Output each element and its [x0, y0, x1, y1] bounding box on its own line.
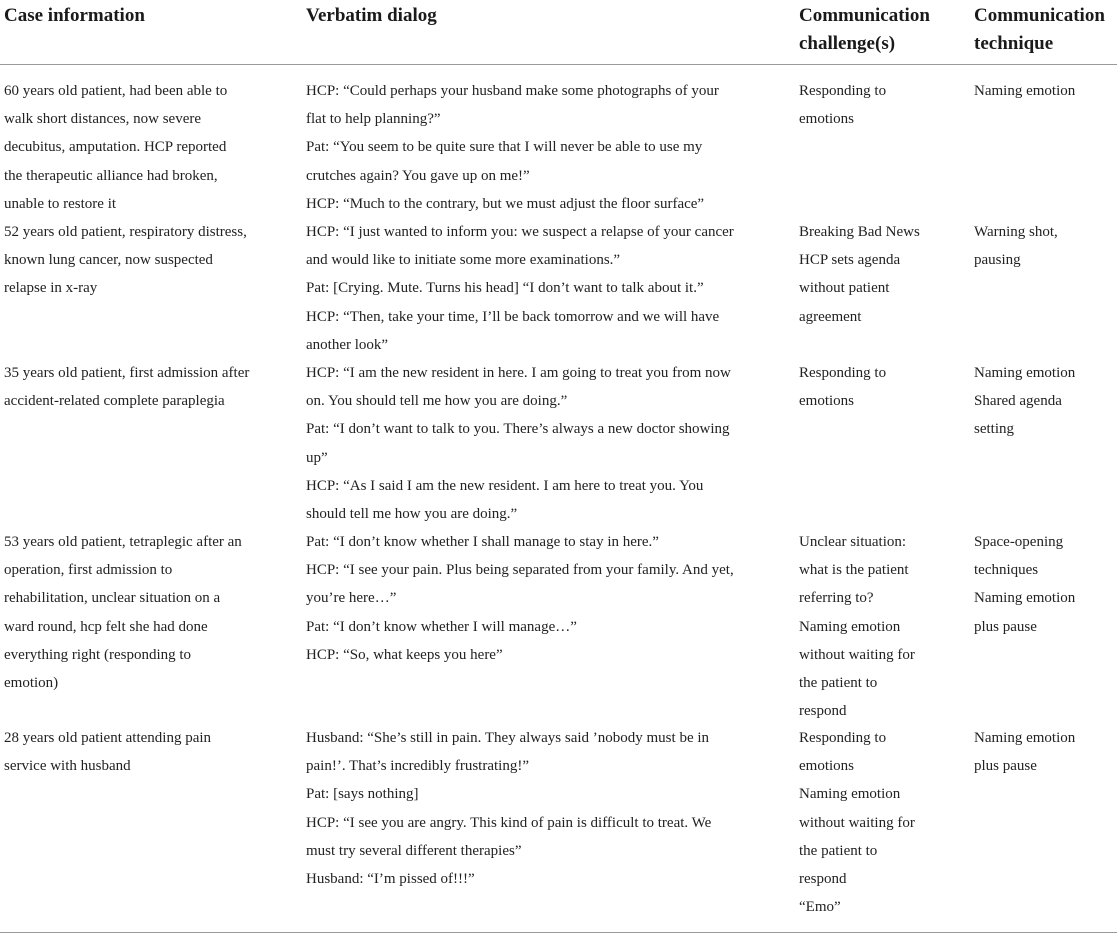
cell-line: HCP: “So, what keeps you here” — [306, 646, 503, 663]
cell-line: Pat: [says nothing] — [306, 786, 419, 803]
cell-line: on. You should tell me how you are doing.” — [306, 393, 568, 410]
communication-challenge-cell — [799, 359, 886, 415]
cell-line: HCP: “I see your pain. Plus being separated from your family. And yet, — [306, 562, 734, 579]
cell-line: Husband: “She’s still in pain. They always said ’nobody must be in — [306, 730, 710, 746]
case-information-cell — [4, 359, 249, 415]
communication-challenge-cell — [799, 218, 920, 331]
cell-line: flat to help planning?” — [306, 111, 441, 128]
cell-line: rehabilitation, unclear situation on a — [4, 590, 221, 607]
communication-technique-cell — [974, 218, 1058, 274]
cell-line: up” — [306, 449, 328, 466]
cell-line: accident-related complete paraplegia — [4, 393, 225, 410]
cell-line: HCP: “As I said I am the new resident. I am here to treat you. You — [306, 477, 704, 494]
cell-line: Shared agenda — [974, 393, 1062, 410]
cell-line: agreement — [799, 308, 862, 325]
cell-line: everything right (responding to — [4, 646, 192, 663]
cell-line: pausing — [974, 252, 1021, 269]
cell-line: Naming emotion — [799, 786, 901, 803]
header-communication-challenges: Communication challenge(s) — [799, 5, 930, 54]
communication-technique-cell — [974, 724, 1075, 780]
cell-line: plus pause — [974, 758, 1037, 775]
verbatim-dialog-cell — [306, 724, 711, 893]
cell-line: Responding to — [799, 365, 887, 381]
cell-line: without waiting for — [799, 814, 915, 831]
header-case-information: Case information — [4, 5, 145, 26]
cell-line: the patient to — [799, 675, 878, 692]
verbatim-dialog-cell — [306, 77, 719, 218]
communication-challenge-cell — [799, 77, 886, 133]
cell-line: Breaking Bad News — [799, 224, 920, 240]
cell-line: 53 years old patient, tetraplegic after an — [4, 534, 242, 550]
cell-line: 52 years old patient, respiratory distress, — [4, 224, 247, 240]
cell-line: Responding to — [799, 730, 887, 746]
cell-line: decubitus, amputation. HCP reported — [4, 139, 227, 156]
cell-line: you’re here…” — [306, 590, 397, 607]
cell-line: Pat: “You seem to be quite sure that I will never be able to use my — [306, 139, 703, 156]
cell-line: pain!’. That’s incredibly frustrating!” — [306, 758, 529, 775]
cell-line: “Emo” — [799, 899, 841, 916]
cell-line: 28 years old patient attending pain — [4, 730, 212, 746]
header-verbatim-dialog: Verbatim dialog — [306, 5, 437, 26]
cell-line: unable to restore it — [4, 195, 117, 212]
case-information-cell — [4, 77, 227, 218]
cell-line: Pat: “I don’t want to talk to you. There’s always a new doctor showing — [306, 421, 730, 438]
verbatim-dialog-cell — [306, 359, 731, 528]
table-header — [0, 0, 1117, 64]
cell-line: 60 years old patient, had been able to — [4, 83, 228, 99]
cell-line: setting — [974, 421, 1014, 438]
cell-line: without waiting for — [799, 646, 915, 663]
cell-line: emotion) — [4, 675, 59, 692]
cell-line: Space-opening — [974, 534, 1064, 550]
cell-line: Pat: [Crying. Mute. Turns his head] “I don’t want to talk about it.” — [306, 280, 704, 297]
cell-line: service with husband — [4, 758, 131, 775]
cell-line: what is the patient — [799, 562, 909, 579]
cell-line: should tell me how you are doing.” — [306, 506, 518, 523]
cell-line: Naming emotion — [974, 83, 1076, 99]
cell-line: HCP: “Then, take your time, I’ll be back tomorrow and we will have — [306, 308, 720, 325]
cell-line: HCP: “Could perhaps your husband make some photographs of your — [306, 83, 719, 99]
cell-line: HCP: “I just wanted to inform you: we suspect a relapse of your cancer — [306, 224, 734, 240]
cell-line: another look” — [306, 336, 389, 353]
cell-line: Pat: “I don’t know whether I will manage…” — [306, 618, 577, 635]
verbatim-dialog-cell — [306, 528, 734, 669]
cell-line: Warning shot, — [974, 224, 1058, 240]
cell-line: Pat: “I don’t know whether I shall manage to stay in here.” — [306, 534, 659, 550]
cell-line: ward round, hcp felt she had done — [4, 618, 208, 635]
cell-line: emotions — [799, 111, 854, 128]
cell-line: referring to? — [799, 590, 874, 607]
cell-line: 35 years old patient, first admission after — [4, 365, 250, 381]
communication-technique-cell — [974, 528, 1075, 641]
cell-line: HCP: “Much to the contrary, but we must adjust the floor surface” — [306, 195, 705, 212]
header-rule — [0, 64, 1117, 65]
cell-line: HCP: “I see you are angry. This kind of pain is difficult to treat. We — [306, 814, 712, 831]
cell-line: crutches again? You gave up on me!” — [306, 167, 530, 184]
bottom-rule — [0, 932, 1117, 933]
cell-line: Husband: “I’m pissed of!!!” — [306, 871, 475, 888]
cell-line: respond — [799, 703, 847, 720]
cell-line: HCP sets agenda — [799, 252, 901, 269]
cell-line: known lung cancer, now suspected — [4, 252, 213, 269]
cell-line: respond — [799, 871, 847, 888]
cell-line: must try several different therapies” — [306, 842, 522, 859]
cell-line: emotions — [799, 393, 854, 410]
verbatim-dialog-cell — [306, 218, 734, 359]
cell-line: Naming emotion — [974, 730, 1076, 746]
cell-line: HCP: “I am the new resident in here. I am going to treat you from now — [306, 365, 731, 381]
cell-line: emotions — [799, 758, 854, 775]
cell-line: plus pause — [974, 618, 1037, 635]
communication-challenge-cell — [799, 724, 915, 921]
cell-line: Naming emotion — [799, 618, 901, 635]
cell-line: walk short distances, now severe — [4, 111, 202, 128]
cell-line: Unclear situation: — [799, 534, 907, 550]
case-information-cell — [4, 218, 247, 303]
cell-line: Responding to — [799, 83, 887, 99]
cell-line: operation, first admission to — [4, 562, 173, 579]
communication-challenge-cell — [799, 528, 915, 725]
case-information-cell — [4, 528, 242, 697]
communication-technique-cell — [974, 77, 1075, 105]
header-communication-technique: Communication technique — [974, 5, 1105, 54]
cell-line: Naming emotion — [974, 365, 1076, 381]
communication-technique-cell — [974, 359, 1075, 444]
cell-line: Naming emotion — [974, 590, 1076, 607]
cell-line: without patient — [799, 280, 890, 297]
cell-line: techniques — [974, 562, 1039, 579]
cell-line: the patient to — [799, 842, 878, 859]
cell-line: the therapeutic alliance had broken, — [4, 167, 218, 184]
cell-line: relapse in x-ray — [4, 280, 98, 297]
cell-line: and would like to initiate some more examinations.” — [306, 252, 621, 269]
case-information-cell — [4, 724, 211, 780]
